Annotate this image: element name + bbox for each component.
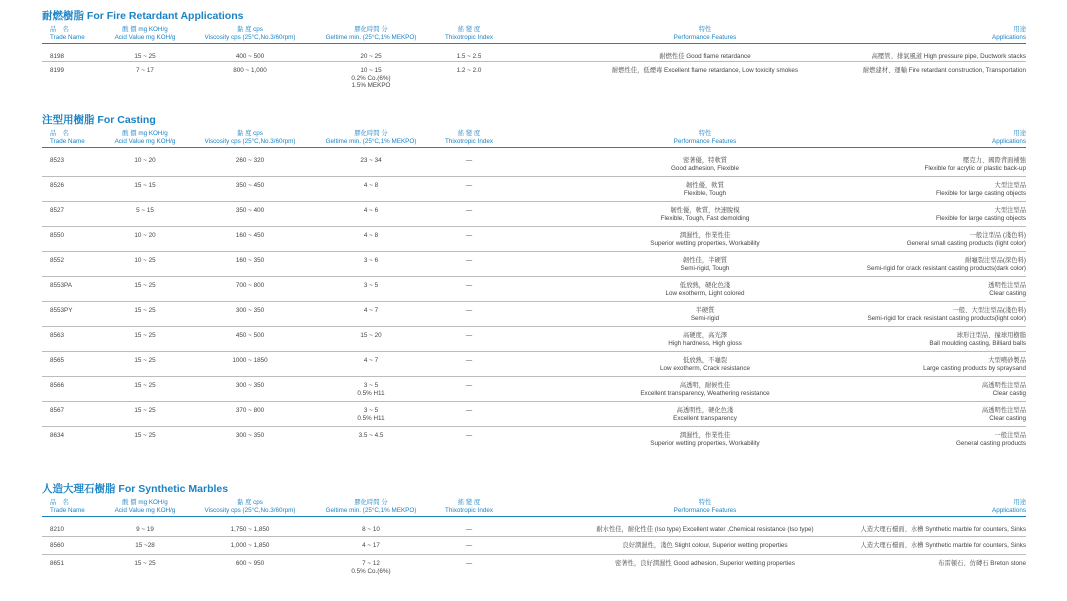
cell-line: 0.2% Co.(6%) (351, 74, 391, 82)
thixotropic-cell: — (465, 432, 473, 439)
cell-line: 低放熱，硬化色淺 (679, 282, 731, 289)
header-label: Thixotropic Index (445, 506, 493, 514)
trade-name-cell: 8199 (50, 67, 65, 74)
table-header (42, 130, 1026, 146)
cell-line: Ball moulding casting, Billiard balls (929, 339, 1026, 347)
trade-name-cell: 8550 (50, 232, 65, 239)
trade-name-header (50, 26, 85, 41)
cell-line: Clear casting (989, 414, 1026, 422)
cell-line: 0.5% Co.(6%) (351, 567, 391, 575)
header-label: 品 名 (50, 499, 69, 506)
performance-cell (612, 67, 798, 75)
header-label: 膠化時間 分 (354, 26, 388, 33)
header-label: Acid Value mg KOH/g (114, 33, 176, 41)
cell-line: Excellent transparency (673, 414, 737, 422)
cell-line: 人造大理石檯面、水槽 Synthetic marble for counters, Sinks (860, 542, 1026, 549)
acid-value-cell: 10 ~ 25 (134, 257, 156, 264)
header-label: Thixotropic Index (445, 33, 493, 41)
trade-name-cell: 8651 (50, 560, 65, 567)
viscosity-cell: 1000 ~ 1850 (232, 357, 268, 364)
section-title-synthetic-marbles: 人造大理石樹脂 For Synthetic Marbles (42, 483, 229, 495)
trade-name-cell: 8560 (50, 542, 65, 549)
cell-line: 0.5% H11 (357, 414, 385, 422)
cell-line: 3 ~ 5 (363, 407, 379, 414)
acid-value-cell: 15 ~ 25 (134, 432, 156, 439)
header-label: Applications (992, 506, 1026, 514)
applications-cell (907, 232, 1026, 247)
cell-line: 15 ~ 20 (360, 332, 382, 339)
geltime-cell (357, 407, 384, 422)
cell-line: Semi-rigid for crack resistant casting products(dark color) (866, 264, 1026, 272)
acid-value-header (115, 499, 176, 514)
row-divider (42, 251, 1026, 252)
geltime-cell (364, 232, 378, 240)
cell-line: 4 ~ 7 (363, 307, 379, 314)
row-divider (42, 326, 1026, 327)
cell-line: 3.5 ~ 4.5 (358, 432, 384, 439)
cell-line: General small casting products (light color) (906, 239, 1026, 247)
cell-line: 高硬度，高光澤 (682, 332, 728, 339)
viscosity-cell: 160 ~ 450 (235, 232, 265, 239)
header-label: Trade Name (50, 33, 85, 41)
thixotropic-cell: — (465, 157, 473, 164)
acid-value-cell: 15 ~ 25 (134, 332, 156, 339)
row-divider (42, 351, 1026, 352)
cell-line: 韌性佳，半硬質 (682, 257, 728, 264)
viscosity-cell: 300 ~ 350 (235, 307, 265, 314)
cell-line: 高透明性注型品 (981, 382, 1026, 389)
cell-line: 壓克力、國際背面補強 (963, 157, 1026, 164)
cell-line: 低放熱，不龜裂 (682, 357, 728, 364)
acid-value-cell: 5 ~ 15 (136, 207, 154, 214)
cell-line: Good adhesion, Flexible (671, 164, 739, 172)
geltime-cell (364, 257, 378, 265)
acid-value-cell: 15 ~ 25 (134, 282, 156, 289)
cell-line: 密著優，特軟質 (682, 157, 728, 164)
applications-cell (938, 560, 1026, 568)
cell-line: 半硬質 (695, 307, 715, 314)
applications-cell (936, 207, 1026, 222)
performance-cell (671, 157, 739, 172)
header-label: 品 名 (50, 26, 69, 33)
geltime-cell (360, 157, 381, 165)
header-label: 黏 度 cps (237, 499, 263, 506)
cell-line: 大型注型品 (994, 182, 1026, 189)
header-label: 用途 (1013, 130, 1026, 137)
viscosity-cell: 370 ~ 800 (235, 407, 265, 414)
performance-cell (650, 432, 759, 447)
row-divider (42, 536, 1026, 537)
viscosity-cell: 700 ~ 800 (235, 282, 265, 289)
thixotropic-cell: — (465, 307, 473, 314)
viscosity-cell: 260 ~ 320 (235, 157, 265, 164)
geltime-header (326, 130, 417, 145)
cell-line: High hardness, High gloss (668, 339, 742, 347)
trade-name-cell: 8634 (50, 432, 65, 439)
cell-line: Semi-rigid for crack resistant casting products(light color) (867, 314, 1026, 322)
applications-cell (929, 332, 1026, 347)
header-label: 特性 (698, 499, 712, 506)
cell-line: 23 ~ 34 (360, 157, 382, 164)
header-label: 黏 度 cps (237, 130, 263, 137)
performance-cell (640, 382, 769, 397)
section-title-fire-retardant: 耐燃樹脂 For Fire Retardant Applications (42, 10, 244, 22)
acid-value-cell: 15 ~ 25 (134, 382, 156, 389)
geltime-cell (351, 67, 390, 90)
cell-line: 韌性優，軟質 (686, 182, 724, 189)
applications-cell (925, 157, 1027, 172)
performance-cell (660, 357, 750, 372)
viscosity-cell: 350 ~ 450 (235, 182, 265, 189)
thixotropic-cell: 1.5 ~ 2.5 (456, 53, 482, 60)
thixotropic-cell: — (465, 257, 473, 264)
cell-line: Excellent transparency, Weathering resistance (640, 389, 770, 397)
cell-line: Flexible, Tough, Fast demolding (660, 214, 750, 222)
row-divider (42, 426, 1026, 427)
trade-name-cell: 8523 (50, 157, 65, 164)
header-label: 膠化時間 分 (354, 130, 388, 137)
trade-name-cell: 8566 (50, 382, 65, 389)
cell-line: 高透明性，硬化色淺 (676, 407, 734, 414)
cell-line: 耐燃性佳 Good flame retardance (659, 53, 751, 60)
viscosity-cell: 400 ~ 500 (235, 53, 265, 60)
performance-cell (684, 182, 726, 197)
row-divider (42, 276, 1026, 277)
cell-line: 1.5% MEKPO (351, 82, 391, 89)
performance-header (674, 130, 737, 145)
thixotropic-header (445, 130, 493, 145)
header-label: 酸 價 mg KOH/g (122, 26, 168, 33)
applications-cell (956, 432, 1026, 447)
acid-value-cell: 15 ~ 25 (134, 357, 156, 364)
header-label: Thixotropic Index (445, 137, 493, 145)
viscosity-header (205, 130, 296, 145)
cell-line: 良好潤濕性，淺色 Slight colour, Superior wetting properties (622, 542, 788, 549)
performance-cell (596, 526, 813, 534)
table-header (42, 26, 1026, 42)
viscosity-cell: 1,000 ~ 1,850 (230, 542, 270, 549)
header-label: Geltime min. (25°C,1% MEKPO) (325, 137, 417, 145)
applications-cell (867, 307, 1026, 322)
viscosity-cell: 350 ~ 400 (235, 207, 265, 214)
cell-line: 0.5% H11 (357, 389, 385, 397)
applications-cell (982, 382, 1026, 397)
row-divider (42, 554, 1026, 555)
cell-line: General casting products (955, 439, 1026, 447)
cell-line: 一般注型品 (淺色料) (969, 232, 1026, 239)
header-label: Applications (992, 33, 1026, 41)
acid-value-cell: 15 ~ 25 (134, 307, 156, 314)
cell-line: 4 ~ 17 (362, 542, 380, 549)
performance-cell (659, 53, 750, 61)
cell-line: 一般、大型注型品(淺色料) (952, 307, 1026, 314)
thixotropic-cell: — (465, 182, 473, 189)
row-divider (42, 301, 1026, 302)
table-header (42, 499, 1026, 515)
performance-cell (615, 560, 795, 568)
header-label: Acid Value mg KOH/g (114, 506, 176, 514)
performance-header (674, 499, 737, 514)
trade-name-cell: 8553PA (50, 282, 72, 289)
trade-name-header (50, 499, 85, 514)
acid-value-cell: 10 ~ 20 (134, 232, 156, 239)
header-rule (42, 43, 1026, 44)
fire-retardant-table (42, 26, 1026, 89)
thixotropic-cell: — (465, 407, 473, 414)
geltime-cell (364, 307, 378, 315)
acid-value-cell: 15 ~28 (135, 542, 155, 549)
header-label: 膠化時間 分 (354, 499, 388, 506)
cell-line: 4 ~ 8 (363, 182, 379, 189)
row-divider (42, 176, 1026, 177)
viscosity-cell: 800 ~ 1,000 (233, 67, 267, 74)
cell-line: 4 ~ 6 (363, 207, 379, 214)
cell-line: 4 ~ 7 (363, 357, 379, 364)
thixotropic-cell: — (465, 332, 473, 339)
applications-header (992, 26, 1026, 41)
trade-name-cell: 8553PY (50, 307, 73, 314)
cell-line: Superior wetting properties, Workability (650, 439, 760, 447)
header-label: 特性 (698, 130, 712, 137)
thixotropic-cell: — (465, 542, 473, 549)
cell-line: 7 ~ 12 (362, 560, 380, 567)
cell-line: 人造大理石檯面、水槽 Synthetic marble for counters, Sinks (860, 526, 1026, 533)
geltime-cell (364, 282, 378, 290)
trade-name-cell: 8552 (50, 257, 65, 264)
header-label: 用途 (1013, 26, 1026, 33)
applications-cell (936, 182, 1026, 197)
header-label: Geltime min. (25°C,1% MEKPO) (325, 506, 417, 514)
performance-header (674, 26, 737, 41)
performance-cell (681, 257, 730, 272)
cell-line: 密著性，良好潤濕性 Good adhesion, Superior wetting properties (615, 560, 795, 567)
header-label: Geltime min. (25°C,1% MEKPO) (325, 33, 417, 41)
row-divider (42, 401, 1026, 402)
applications-cell (863, 67, 1026, 75)
trade-name-cell: 8210 (50, 526, 65, 533)
geltime-cell (360, 53, 381, 61)
viscosity-cell: 300 ~ 350 (235, 382, 265, 389)
cell-line: Clear castig (992, 389, 1026, 397)
section-title-casting: 注型用樹脂 For Casting (42, 114, 156, 126)
cell-line: 潤濕性，作業性佳 (679, 432, 731, 439)
cell-line: 3 ~ 6 (363, 257, 379, 264)
performance-cell (673, 407, 737, 422)
cell-line: 8 ~ 10 (362, 526, 380, 533)
thixotropic-cell: — (465, 282, 473, 289)
viscosity-cell: 160 ~ 350 (235, 257, 265, 264)
cell-line: Flexible for large casting objects (936, 189, 1026, 197)
geltime-cell (364, 357, 378, 365)
performance-cell (622, 542, 787, 550)
cell-line: 球形注型品、撞球用樹脂 (956, 332, 1026, 339)
applications-cell (860, 526, 1026, 534)
geltime-cell (362, 542, 380, 550)
header-rule (42, 147, 1026, 148)
header-label: Applications (992, 137, 1026, 145)
viscosity-cell: 300 ~ 350 (235, 432, 265, 439)
acid-value-cell: 7 ~ 17 (136, 67, 154, 74)
header-label: Viscosity cps (25°C,No.3/60rpm) (204, 506, 296, 514)
trade-name-cell: 8526 (50, 182, 65, 189)
acid-value-cell: 15 ~ 25 (134, 560, 156, 567)
acid-value-cell: 10 ~ 20 (134, 157, 156, 164)
acid-value-cell: 9 ~ 19 (136, 526, 154, 533)
row-divider (42, 226, 1026, 227)
cell-line: Clear casting (989, 289, 1026, 297)
viscosity-cell: 450 ~ 500 (235, 332, 265, 339)
applications-cell (867, 257, 1026, 272)
header-label: Performance Features (673, 33, 737, 41)
geltime-cell (364, 207, 378, 215)
viscosity-cell: 600 ~ 950 (235, 560, 265, 567)
cell-line: Semi-rigid, Tough (680, 264, 730, 272)
cell-line: 透明性注型品 (988, 282, 1026, 289)
geltime-cell (359, 432, 384, 440)
thixotropic-cell: — (465, 207, 473, 214)
thixotropic-header (445, 499, 493, 514)
header-label: Trade Name (50, 506, 85, 514)
header-label: Performance Features (673, 506, 737, 514)
cell-line: Semi-rigid (690, 314, 720, 322)
header-label: Acid Value mg KOH/g (114, 137, 176, 145)
performance-cell (691, 307, 719, 322)
thixotropic-cell: — (465, 560, 473, 567)
cell-line: 韌性優，軟質，快速脫模 (670, 207, 740, 214)
cell-line: 耐水性佳，耐化性佳 (Iso type) Excellent water ,Chemical resistance (Iso type) (596, 526, 814, 533)
header-label: 搖 變 度 (457, 499, 481, 506)
applications-cell (923, 357, 1026, 372)
cell-line: 10 ~ 15 (360, 67, 382, 74)
header-label: 品 名 (50, 130, 69, 137)
geltime-cell (360, 332, 381, 340)
applications-cell (860, 542, 1026, 550)
cell-line: Flexible for acrylic or plastic back-up (924, 164, 1026, 172)
acid-value-header (115, 130, 176, 145)
cell-line: 3 ~ 5 (363, 382, 379, 389)
performance-cell (665, 282, 744, 297)
thixotropic-cell: — (465, 526, 473, 533)
cell-line: 高透明性注型品 (981, 407, 1026, 414)
acid-value-cell: 15 ~ 25 (134, 407, 156, 414)
cell-line: 耐燃性佳，低煙毒 Excellent flame retardance, Low toxicity smokes (611, 67, 799, 74)
trade-name-cell: 8198 (50, 53, 65, 60)
header-label: 用途 (1013, 499, 1026, 506)
header-label: 搖 變 度 (457, 26, 481, 33)
header-label: Viscosity cps (25°C,No.3/60rpm) (204, 33, 296, 41)
performance-cell (650, 232, 759, 247)
performance-cell (661, 207, 750, 222)
thixotropic-cell: — (465, 382, 473, 389)
trade-name-cell: 8565 (50, 357, 65, 364)
viscosity-header (205, 26, 296, 41)
thixotropic-cell: — (465, 232, 473, 239)
cell-line: 高透明，耐候性佳 (679, 382, 731, 389)
header-rule (42, 516, 1026, 517)
header-label: Trade Name (50, 137, 85, 145)
applications-cell (872, 53, 1026, 61)
geltime-cell (362, 526, 380, 534)
cell-line: 耐龜裂注型品(深色料) (965, 257, 1026, 264)
cell-line: 大型噴砂製品 (988, 357, 1026, 364)
cell-line: 4 ~ 8 (363, 232, 379, 239)
header-label: 酸 價 mg KOH/g (122, 130, 168, 137)
header-label: Viscosity cps (25°C,No.3/60rpm) (204, 137, 296, 145)
trade-name-cell: 8527 (50, 207, 65, 214)
acid-value-cell: 15 ~ 15 (134, 182, 156, 189)
synthetic-marbles-table (42, 499, 1026, 575)
viscosity-cell: 1,750 ~ 1,850 (230, 526, 270, 533)
cell-line: 耐燃建材、運輸 Fire retardant construction, Transportation (862, 67, 1026, 74)
thixotropic-cell: 1.2 ~ 2.0 (456, 67, 482, 74)
cell-line: Flexible, Tough (683, 189, 727, 197)
trade-name-header (50, 130, 85, 145)
acid-value-cell: 15 ~ 25 (134, 53, 156, 60)
viscosity-header (205, 499, 296, 514)
cell-line: 布雷頓石、仿磚石 Breton stone (938, 560, 1026, 567)
header-label: 特性 (698, 26, 712, 33)
trade-name-cell: 8563 (50, 332, 65, 339)
header-label: Performance Features (673, 137, 737, 145)
cell-line: 一般注型品 (994, 432, 1026, 439)
cell-line: 大型注型品 (994, 207, 1026, 214)
acid-value-header (115, 26, 176, 41)
geltime-cell (357, 382, 384, 397)
performance-cell (668, 332, 742, 347)
geltime-header (326, 499, 417, 514)
applications-cell (988, 282, 1026, 297)
cell-line: 3 ~ 5 (363, 282, 379, 289)
header-label: 黏 度 cps (237, 26, 263, 33)
cell-line: Low exotherm, Light colored (665, 289, 745, 297)
thixotropic-cell: — (465, 357, 473, 364)
thixotropic-header (445, 26, 493, 41)
row-divider (42, 61, 1026, 62)
row-divider (42, 201, 1026, 202)
cell-line: Superior wetting properties, Workability (650, 239, 760, 247)
casting-table (42, 130, 1026, 447)
geltime-cell (364, 182, 378, 190)
header-label: 搖 變 度 (457, 130, 481, 137)
row-divider (42, 376, 1026, 377)
header-label: 酸 價 mg KOH/g (122, 499, 168, 506)
cell-line: Flexible for large casting objects (936, 214, 1026, 222)
applications-cell (982, 407, 1026, 422)
applications-header (992, 130, 1026, 145)
cell-line: Large casting products by spraysand (923, 364, 1026, 372)
cell-line: 高壓管、排氣風道 High pressure pipe, Ductwork stacks (871, 53, 1026, 60)
applications-header (992, 499, 1026, 514)
geltime-cell (351, 560, 390, 575)
geltime-header (326, 26, 417, 41)
cell-line: 潤濕性，作業性佳 (679, 232, 731, 239)
trade-name-cell: 8567 (50, 407, 65, 414)
cell-line: Low exotherm, Crack resistance (660, 364, 750, 372)
cell-line: 20 ~ 25 (360, 53, 382, 60)
